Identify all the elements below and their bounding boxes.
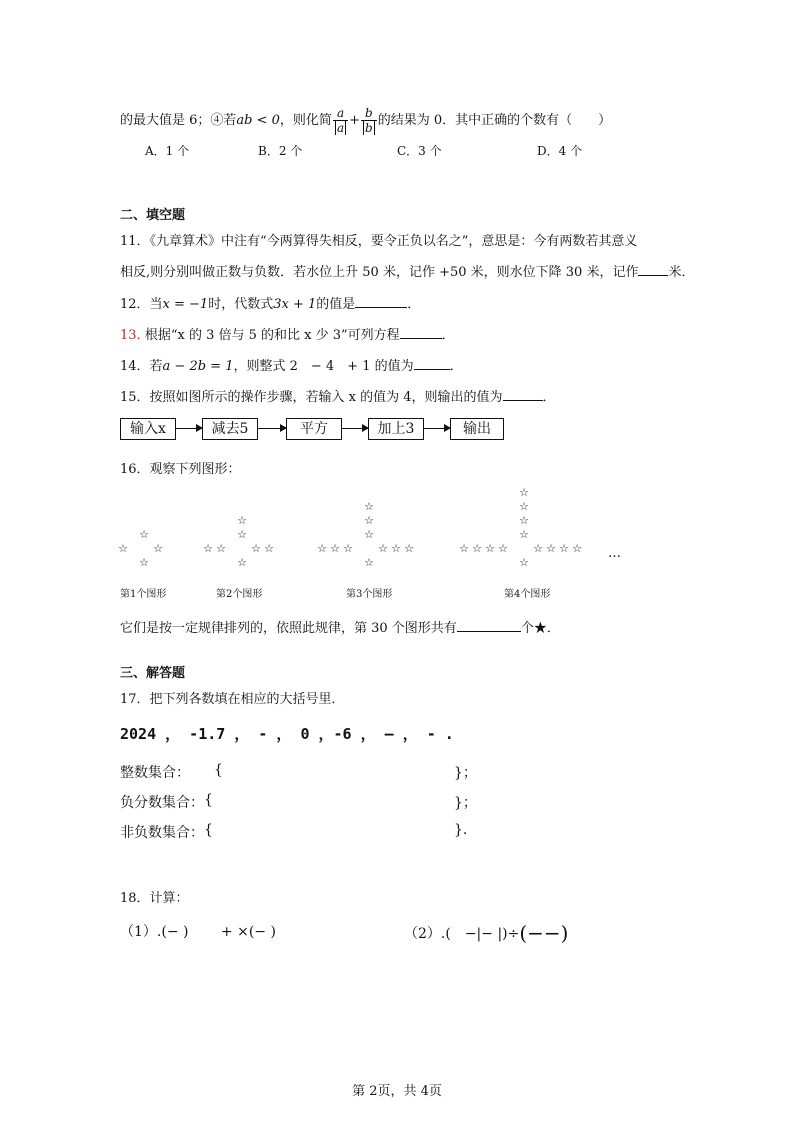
q10-text-2: ，则化简 xyxy=(279,113,332,128)
star-icon: ☆ xyxy=(404,542,414,555)
star-icon: ☆ xyxy=(459,542,469,555)
flow-box-input: 输入x xyxy=(120,418,176,440)
flow-box-subtract: 减去5 xyxy=(202,418,258,440)
star-icon: ☆ xyxy=(237,514,247,527)
star-icon: ☆ xyxy=(118,542,128,555)
q10-fraction-a: $\frac{a}{a}$ xyxy=(333,106,348,135)
q15-line: 15．按照如图所示的操作步骤，若输入 x 的值为 4，则输出的值为 ． xyxy=(120,386,556,405)
q18-part-2: （2）.( −|− |)÷(−−) xyxy=(404,921,569,945)
star-icon: ☆ xyxy=(264,542,274,555)
q11-answer-blank[interactable] xyxy=(638,262,668,276)
set-non-negative-input[interactable] xyxy=(218,822,450,842)
star-icon: ☆ xyxy=(364,556,374,569)
set-negative-fractions: 负分数集合： xyxy=(120,795,204,811)
q15-answer-blank[interactable] xyxy=(503,387,543,401)
q14-answer-blank[interactable] xyxy=(414,356,450,370)
q18-part-2-paren: (−−) xyxy=(519,921,569,945)
star-icon: ☆ xyxy=(251,542,261,555)
q11-line-2: 相反,则分别叫做正数与负数．若水位上升 50 米，记作 +50 米，则水位下降 30 米，记作 米． xyxy=(120,261,694,280)
pattern-ellipsis: … xyxy=(608,546,621,561)
star-icon: ☆ xyxy=(237,528,247,541)
q10-text-3: 的结果为 0．其中正确的个数有（ ） xyxy=(377,113,612,128)
star-icon: ☆ xyxy=(330,542,340,555)
flow-box-square: 平方 xyxy=(286,418,342,440)
star-icon: ☆ xyxy=(203,542,213,555)
set-integers-open: { xyxy=(214,762,223,778)
figure-caption-1: 第1个图形 xyxy=(120,589,167,600)
q10-plus: + xyxy=(349,113,360,128)
star-icon: ☆ xyxy=(519,486,529,499)
page-footer: 第 2页，共 4页 xyxy=(352,1084,442,1099)
q14-line: 14．若a − 2b = 1，则整式 2 − 4 + 1 的值为 ． xyxy=(120,355,463,374)
q10-option-d[interactable]: D．4 个 xyxy=(537,144,583,158)
flow-box-add: 加上3 xyxy=(368,418,424,440)
star-icon: ☆ xyxy=(139,556,149,569)
q18-line: 18．计算： xyxy=(120,891,189,906)
star-icon: ☆ xyxy=(364,514,374,527)
star-icon: ☆ xyxy=(317,542,327,555)
q10-option-a[interactable]: A．1 个 xyxy=(145,144,190,158)
q10-line xyxy=(120,106,611,135)
flow-arrow-2 xyxy=(258,428,286,429)
star-icon: ☆ xyxy=(498,542,508,555)
star-icon: ☆ xyxy=(391,542,401,555)
star-icon: ☆ xyxy=(519,514,529,527)
star-icon: ☆ xyxy=(519,556,529,569)
flow-box-output: 输出 xyxy=(450,418,504,440)
star-icon: ☆ xyxy=(485,542,495,555)
q10-option-c[interactable]: C．3 个 xyxy=(397,144,442,158)
set-negative-fractions-close: }； xyxy=(454,795,477,811)
q16-answer-blank[interactable] xyxy=(457,618,521,632)
q10-condition: ab < 0 xyxy=(236,113,280,128)
set-integers-close: }； xyxy=(454,765,477,781)
set-non-negative: 非负数集合： xyxy=(120,825,204,841)
star-icon: ☆ xyxy=(559,542,569,555)
q18-part-1: （1）.(− ) + ×(− ) xyxy=(120,924,276,940)
flow-arrow-3 xyxy=(342,428,368,429)
set-integers: 整数集合： xyxy=(120,765,190,781)
q16-conclusion: 它们是按一定规律排列的，依照此规律，第 30 个图形共有 个★． xyxy=(120,617,560,636)
q13-number: 13. xyxy=(120,328,141,343)
star-icon: ☆ xyxy=(572,542,582,555)
star-icon: ☆ xyxy=(519,500,529,513)
star-icon: ☆ xyxy=(343,542,353,555)
star-icon: ☆ xyxy=(546,542,556,555)
q16-line: 16．观察下列图形： xyxy=(120,462,241,477)
q10-text-1: 的最大值是 6；④若 xyxy=(120,113,237,128)
q13-line: 13. 根据“x 的 3 倍与 5 的和比 x 少 3”可列方程 ． xyxy=(120,324,455,343)
q12-line: 12．当x = −1时，代数式3x + 1的值是 ． xyxy=(120,293,420,312)
set-non-negative-close: }. xyxy=(454,822,468,838)
star-icon: ☆ xyxy=(364,500,374,513)
q17-number-list: 2024 ， -1.7 ， - ， 0 ，-6 ， — ， - . xyxy=(120,725,454,743)
q13-answer-blank[interactable] xyxy=(400,325,442,339)
set-negative-fractions-input[interactable] xyxy=(218,792,450,812)
set-integers-input[interactable] xyxy=(228,762,450,782)
q10-fraction-b: $\frac{b}{b}$ xyxy=(361,106,377,135)
star-icon: ☆ xyxy=(533,542,543,555)
star-icon: ☆ xyxy=(519,528,529,541)
star-icon: ☆ xyxy=(216,542,226,555)
star-icon: ☆ xyxy=(237,556,247,569)
figure-caption-4: 第4个图形 xyxy=(504,589,551,600)
set-negative-fractions-open: { xyxy=(204,792,213,808)
star-icon: ☆ xyxy=(139,528,149,541)
q17-line: 17．把下列各数填在相应的大括号里． xyxy=(120,692,345,707)
q11-line-1: 11．《九章算术》中注有“今两算得失相反，要令正负以名之”，意思是：今有两数若其意义 xyxy=(120,234,638,249)
set-non-negative-open: { xyxy=(204,822,213,838)
q10-option-b[interactable]: B．2 个 xyxy=(258,144,303,158)
star-icon: ☆ xyxy=(472,542,482,555)
section-title-solve: 三、解答题 xyxy=(120,666,186,681)
figure-caption-3: 第3个图形 xyxy=(346,589,393,600)
figure-caption-2: 第2个图形 xyxy=(216,589,263,600)
star-icon: ☆ xyxy=(364,528,374,541)
flow-arrow-4 xyxy=(424,428,450,429)
q12-answer-blank[interactable] xyxy=(355,294,407,308)
flow-arrow-1 xyxy=(176,428,202,429)
section-title-fill-blank: 二、填空题 xyxy=(120,208,186,223)
star-icon: ☆ xyxy=(153,542,163,555)
star-icon: ☆ xyxy=(378,542,388,555)
